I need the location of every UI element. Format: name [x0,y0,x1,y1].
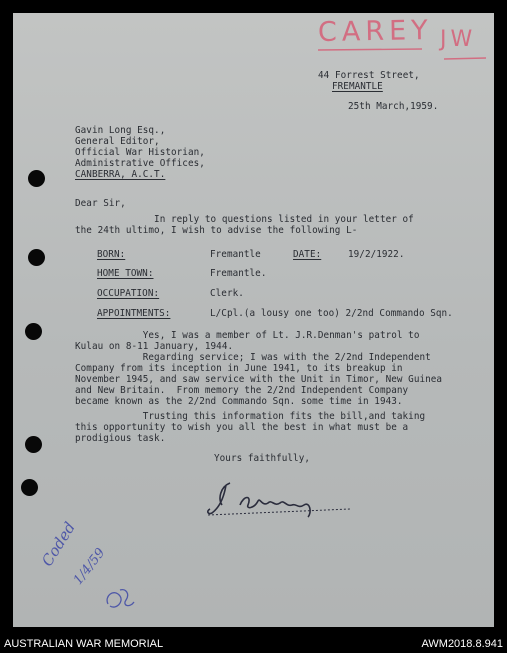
paragraph-line: Regarding service; I was with the 2/2nd Independent [75,352,431,363]
letter-date: 25th March,1959. [348,101,439,112]
initials-stamp: JW [440,27,477,52]
surname-stamp: CAREY [317,15,433,48]
punch-hole [25,436,42,453]
recipient-line: Administrative Offices, [75,158,205,169]
footer-accession: AWM2018.8.941 [421,638,503,650]
paragraph-line: Trusting this information fits the bill,and taking [75,411,426,422]
born-value: Fremantle [210,249,261,260]
punch-hole [28,170,45,187]
recipient-line: Official War Historian, [75,147,205,158]
appointments-label: APPOINTMENTS: [97,308,171,319]
footer-institution: AUSTRALIAN WAR MEMORIAL [4,638,164,650]
born-label: BORN: [97,249,126,260]
sender-street: 44 Forrest Street, [318,70,420,81]
paragraph-line: Yes, I was a member of Lt. J.R.Denman's patrol to [75,330,420,341]
salutation: Dear Sir, [75,198,126,209]
paragraph-line: became known as the 2/2nd Commando Sqn. some time in 1943. [75,396,403,407]
paragraph-line: this opportunity to wish you all the best in what must be a [75,422,409,433]
paragraph-line: prodigious task. [75,433,166,444]
intro-line: the 24th ultimo, I wish to advise the following L- [75,225,358,236]
paragraph-line: November 1945, and saw service with the Unit in Timor, New Guinea [75,374,443,385]
closing: Yours faithfully, [214,453,311,464]
punch-hole [21,479,38,496]
occupation-value: Clerk. [210,288,244,299]
home-town-label: HOME TOWN: [97,268,154,279]
punch-hole [28,249,45,266]
pencil-initials [100,578,140,614]
stamp-underline [314,46,494,62]
recipient-city: CANBERRA, A.C.T. [75,169,166,180]
paragraph-line: and New Britain. From memory the 2/2nd Independent Company [75,385,409,396]
recipient-line: General Editor, [75,136,160,147]
signature [200,475,350,525]
sender-city: FREMANTLE [332,81,383,92]
appointments-value: L/Cpl.(a lousy one too) 2/2nd Commando Sqn. [210,308,453,319]
date-value: 19/2/1922. [348,249,405,260]
occupation-label: OCCUPATION: [97,288,160,299]
recipient-line: Gavin Long Esq., [75,125,166,136]
paragraph-line: Company from its inception in June 1941, to its breakup in [75,363,403,374]
date-label: DATE: [293,249,322,260]
coded-annotation: Coded [38,518,80,570]
punch-hole [25,323,42,340]
coded-date-annotation: 1/4/59 [70,545,109,588]
intro-line: In reply to questions listed in your letter of [75,214,414,225]
paragraph-line: Kulau on 8-11 January, 1944. [75,341,234,352]
home-town-value: Fremantle. [210,268,267,279]
